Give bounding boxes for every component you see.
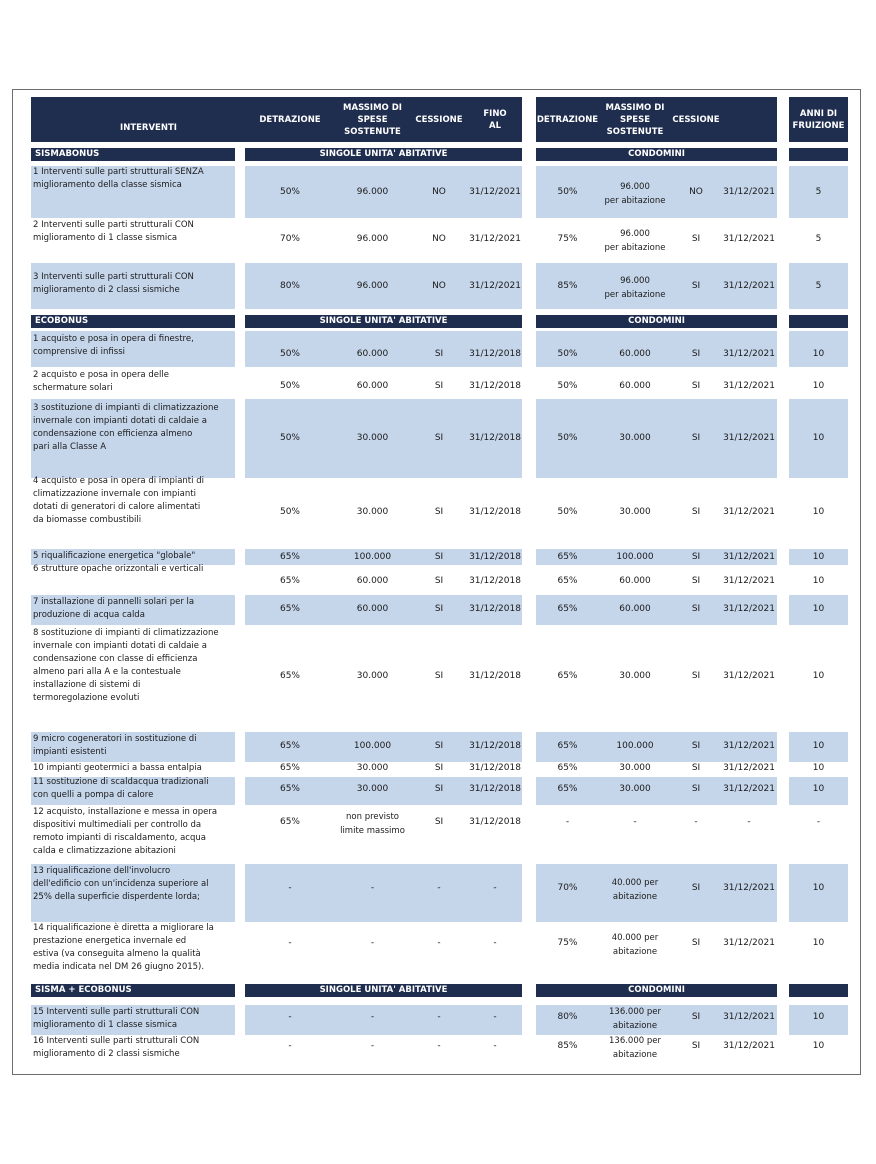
section-anni	[789, 315, 848, 328]
row-description: 12 acquisto, installazione e messa in opera dispositivi multimediali per controllo da remoto impianti di riscaldamento, acqua calda e climatizzazione abitazioni	[33, 807, 218, 856]
row-det: 80%	[279, 281, 300, 291]
row-ces2: SI	[691, 281, 701, 291]
row-max: 30.000	[356, 507, 389, 517]
row-max2: 60.000	[619, 576, 651, 586]
row-ces: -	[437, 938, 441, 948]
row-max2: 30.000	[619, 784, 651, 794]
row-anni: 10	[812, 604, 825, 614]
row-det2: 65%	[557, 784, 578, 794]
row-det: 65%	[279, 784, 300, 794]
row-det: 50%	[279, 381, 300, 391]
row-det2: 65%	[557, 604, 578, 614]
row-anni: 10	[812, 576, 825, 586]
row-ces2: SI	[691, 507, 701, 517]
row-description: 10 impianti geotermici a bassa entalpia	[33, 763, 202, 773]
row-ces2: SI	[691, 938, 701, 948]
section-anni	[789, 148, 848, 161]
row-anni: 10	[812, 381, 825, 391]
row-det2: 70%	[557, 883, 578, 893]
row-max: -	[370, 1041, 375, 1051]
row-max: 100.000	[353, 552, 392, 562]
row-det2: 85%	[557, 1041, 578, 1051]
row-fino: 31/12/2018	[469, 817, 521, 827]
col-header-massimo-condomini: MASSIMO DI SPESE SOSTENUTE	[605, 102, 665, 137]
row-det2: 65%	[557, 552, 578, 562]
row-max2: 136.000 per abitazione	[609, 1007, 661, 1031]
row-ces: -	[437, 883, 441, 893]
row-ces: -	[437, 1012, 441, 1022]
row-ces: NO	[432, 187, 446, 197]
row-fino2: 31/12/2021	[723, 381, 775, 391]
row-fino: 31/12/2021	[469, 187, 521, 197]
row-ces: SI	[434, 671, 444, 681]
row-max2: 30.000	[619, 433, 651, 443]
row-description: 8 sostituzione di impianti di climatizzazione invernale con impianti dotati di caldaie a condensazione con classe di efficienza almeno pari alla A e la contestuale installazione di sistemi di termoregolazione evoluti	[33, 628, 219, 703]
row-det2: -	[565, 817, 570, 827]
row-fino2: 31/12/2021	[723, 741, 775, 751]
row-description: 5 riqualificazione energetica "globale"	[33, 551, 196, 561]
row-max2: 60.000	[619, 381, 651, 391]
row-anni: 10	[812, 433, 825, 443]
row-ces2: SI	[691, 381, 701, 391]
row-anni: 10	[812, 741, 825, 751]
row-fino: 31/12/2018	[469, 741, 521, 751]
row-max: 96.000	[356, 187, 389, 197]
col-header-massimo: MASSIMO DI SPESE SOSTENUTE	[343, 102, 402, 137]
row-anni: 10	[812, 938, 825, 948]
row-fino2: 31/12/2021	[723, 1041, 775, 1051]
row-anni: 5	[815, 234, 822, 244]
row-description: 11 sostituzione di scaldacqua tradizionali con quelli a pompa di calore	[33, 777, 209, 800]
row-ces2: SI	[691, 433, 701, 443]
section-single: SINGOLE UNITA' ABITATIVE	[245, 148, 522, 161]
row-ces: SI	[434, 381, 444, 391]
row-fino2: 31/12/2021	[723, 349, 775, 359]
row-max2: 30.000	[619, 507, 651, 517]
row-anni: 10	[812, 1012, 825, 1022]
row-max2: 60.000	[619, 604, 651, 614]
row-max: 60.000	[356, 349, 389, 359]
row-fino: -	[493, 883, 497, 893]
row-max2: 40.000 per abitazione	[611, 933, 659, 957]
row-ces: SI	[434, 763, 444, 773]
row-description: 3 Interventi sulle parti strutturali CON miglioramento di 2 classi sismiche	[33, 272, 194, 295]
row-fino2: 31/12/2021	[723, 784, 775, 794]
row-det: 50%	[279, 433, 300, 443]
row-fino: 31/12/2021	[469, 234, 521, 244]
row-det2: 65%	[557, 741, 578, 751]
row-det: -	[288, 1041, 292, 1051]
row-ces: SI	[434, 349, 444, 359]
col-header-interventi: INTERVENTI	[31, 97, 266, 142]
row-det: 65%	[279, 604, 300, 614]
row-det2: 65%	[557, 671, 578, 681]
row-ces: SI	[434, 507, 444, 517]
row-max: 60.000	[356, 381, 389, 391]
row-det: -	[288, 883, 292, 893]
section-title: SISMA + ECOBONUS	[31, 984, 235, 997]
row-fino2: 31/12/2021	[723, 883, 775, 893]
row-fino2: 31/12/2021	[723, 671, 775, 681]
row-fino2: 31/12/2021	[723, 552, 775, 562]
row-fino: -	[493, 938, 497, 948]
row-ces: SI	[434, 576, 444, 586]
row-max: non previsto limite massimo	[340, 812, 405, 836]
row-det: 65%	[279, 576, 300, 586]
row-max2: -	[633, 817, 637, 827]
row-ces2: SI	[691, 784, 701, 794]
row-fino2: 31/12/2021	[723, 507, 775, 517]
section-condo: CONDOMINI	[536, 148, 777, 161]
row-max: 30.000	[356, 433, 389, 443]
row-description: 14 riqualificazione è diretta a migliorare la prestazione energetica invernale ed estiva (va conseguita almeno la qualità media indicata nel DM 26 giugno 2015).	[33, 923, 214, 972]
row-ces: NO	[432, 281, 446, 291]
row-ces2: -	[694, 817, 698, 827]
row-max: 96.000	[356, 234, 389, 244]
row-description: 15 Interventi sulle parti strutturali CON miglioramento di 1 classe sismica	[33, 1007, 200, 1030]
section-condo: CONDOMINI	[536, 984, 777, 997]
row-fino: 31/12/2018	[469, 763, 521, 773]
row-fino2: 31/12/2021	[723, 763, 775, 773]
row-max: -	[370, 1012, 375, 1022]
row-fino: 31/12/2018	[469, 507, 521, 517]
row-ces2: SI	[691, 763, 701, 773]
row-ces2: SI	[691, 234, 701, 244]
row-ces2: NO	[689, 187, 703, 197]
row-fino: 31/12/2018	[469, 433, 521, 443]
col-header-detrazione: DETRAZIONE	[259, 114, 321, 125]
row-fino2: 31/12/2021	[723, 281, 775, 291]
row-description: 4 acquisto e posa in opera di impianti di climatizzazione invernale con impianti dotati di generatori di calore alimentati da biomasse combustibili	[33, 476, 204, 525]
row-anni: 10	[812, 883, 825, 893]
row-anni: 10	[812, 671, 825, 681]
row-anni: 5	[815, 187, 822, 197]
section-single: SINGOLE UNITA' ABITATIVE	[245, 315, 522, 328]
row-det2: 75%	[557, 938, 578, 948]
row-fino: 31/12/2018	[469, 604, 521, 614]
row-fino: -	[493, 1012, 497, 1022]
row-max: 60.000	[356, 576, 389, 586]
row-fino2: 31/12/2021	[723, 1012, 775, 1022]
row-det2: 75%	[557, 234, 578, 244]
row-ces2: SI	[691, 671, 701, 681]
row-max2: 100.000	[616, 552, 654, 562]
row-max: -	[370, 938, 375, 948]
row-det: -	[288, 938, 292, 948]
row-det2: 50%	[557, 349, 578, 359]
row-det: 50%	[279, 349, 300, 359]
row-max: 60.000	[356, 604, 389, 614]
row-det2: 50%	[557, 187, 578, 197]
row-fino: 31/12/2018	[469, 552, 521, 562]
row-max2: 30.000	[619, 671, 651, 681]
row-anni: 5	[815, 281, 822, 291]
row-fino2: 31/12/2021	[723, 604, 775, 614]
row-anni: 10	[812, 507, 825, 517]
row-description: 13 riqualificazione dell'involucro dell'edificio con un'incidenza superiore al 25% della superficie disperdente lorda;	[33, 866, 209, 902]
row-det: 65%	[279, 671, 300, 681]
row-det2: 50%	[557, 433, 578, 443]
row-max2: 96.000 per abitazione	[604, 229, 666, 253]
row-anni: 10	[812, 552, 825, 562]
row-description: 9 micro cogeneratori in sostituzione di impianti esistenti	[33, 734, 197, 757]
row-ces2: SI	[691, 1041, 701, 1051]
row-description: 6 strutture opache orizzontali e verticali	[33, 564, 204, 574]
row-ces: SI	[434, 604, 444, 614]
row-anni: 10	[812, 784, 825, 794]
row-max2: 96.000 per abitazione	[604, 182, 666, 206]
row-fino: 31/12/2018	[469, 381, 521, 391]
row-ces2: SI	[691, 604, 701, 614]
row-det: 70%	[279, 234, 300, 244]
row-ces: NO	[432, 234, 446, 244]
row-fino: -	[493, 1041, 497, 1051]
row-max2: 30.000	[619, 763, 651, 773]
row-det: 65%	[279, 552, 300, 562]
row-max: 30.000	[356, 671, 389, 681]
row-det: 50%	[279, 507, 300, 517]
row-ces: SI	[434, 817, 444, 827]
row-det2: 85%	[557, 281, 578, 291]
row-max: 96.000	[356, 281, 389, 291]
row-description: 1 Interventi sulle parti strutturali SENZA miglioramento della classe sismica	[33, 167, 204, 190]
row-fino2: -	[747, 817, 751, 827]
row-det2: 80%	[557, 1012, 578, 1022]
row-description: 2 Interventi sulle parti strutturali CON miglioramento di 1 classe sismica	[33, 220, 194, 243]
row-description: 3 sostituzione di impianti di climatizzazione invernale con impianti dotati di caldaie a condensazione con efficienza almeno pari alla Classe A	[33, 403, 219, 452]
row-ces2: SI	[691, 741, 701, 751]
row-ces: SI	[434, 784, 444, 794]
row-fino: 31/12/2021	[469, 281, 521, 291]
section-condo: CONDOMINI	[536, 315, 777, 328]
section-title: SISMABONUS	[31, 148, 235, 161]
row-fino: 31/12/2018	[469, 784, 521, 794]
section-title: ECOBONUS	[31, 315, 235, 328]
row-max: 30.000	[356, 763, 389, 773]
row-fino2: 31/12/2021	[723, 187, 775, 197]
row-ces2: SI	[691, 349, 701, 359]
row-max2: 40.000 per abitazione	[611, 878, 659, 902]
row-fino2: 31/12/2021	[723, 576, 775, 586]
row-det2: 65%	[557, 576, 578, 586]
row-ces: -	[437, 1041, 441, 1051]
row-max2: 100.000	[616, 741, 654, 751]
row-max: -	[370, 883, 375, 893]
col-header-cessione-condomini: CESSIONE	[672, 114, 720, 125]
row-det2: 65%	[557, 763, 578, 773]
row-ces: SI	[434, 552, 444, 562]
row-det: 65%	[279, 741, 300, 751]
row-anni: 10	[812, 349, 825, 359]
row-fino: 31/12/2018	[469, 576, 521, 586]
row-max: 30.000	[356, 784, 389, 794]
row-fino2: 31/12/2021	[723, 234, 775, 244]
col-header-fino-al: FINO AL	[483, 108, 507, 131]
row-det: 65%	[279, 763, 300, 773]
row-det: -	[288, 1012, 292, 1022]
row-anni: -	[816, 817, 821, 827]
row-det2: 50%	[557, 507, 578, 517]
row-det: 50%	[279, 187, 300, 197]
row-max2: 60.000	[619, 349, 651, 359]
row-fino: 31/12/2018	[469, 349, 521, 359]
col-header-anni: ANNI DI FRUIZIONE	[789, 97, 848, 142]
row-description: 7 installazione di pannelli solari per la produzione di acqua calda	[33, 597, 195, 620]
row-fino2: 31/12/2021	[723, 433, 775, 443]
row-description: 1 acquisto e posa in opera di finestre, comprensive di infissi	[33, 334, 194, 357]
row-ces2: SI	[691, 576, 701, 586]
col-header-cessione: CESSIONE	[415, 114, 463, 125]
row-max: 100.000	[353, 741, 392, 751]
col-header-detrazione-condomini: DETRAZIONE	[536, 114, 599, 125]
row-description: 16 Interventi sulle parti strutturali CON miglioramento di 2 classi sismiche	[33, 1036, 200, 1059]
row-det2: 50%	[557, 381, 578, 391]
row-description: 2 acquisto e posa in opera delle schermature solari	[33, 370, 169, 393]
row-ces2: SI	[691, 883, 701, 893]
section-single: SINGOLE UNITA' ABITATIVE	[245, 984, 522, 997]
row-ces2: SI	[691, 1012, 701, 1022]
row-ces: SI	[434, 741, 444, 751]
row-det: 65%	[279, 817, 300, 827]
row-ces2: SI	[691, 552, 701, 562]
row-anni: 10	[812, 763, 825, 773]
section-anni	[789, 984, 848, 997]
row-fino: 31/12/2018	[469, 671, 521, 681]
row-ces: SI	[434, 433, 444, 443]
row-anni: 10	[812, 1041, 825, 1051]
row-max2: 96.000 per abitazione	[604, 276, 666, 300]
row-max2: 136.000 per abitazione	[609, 1036, 661, 1060]
row-fino2: 31/12/2021	[723, 938, 775, 948]
